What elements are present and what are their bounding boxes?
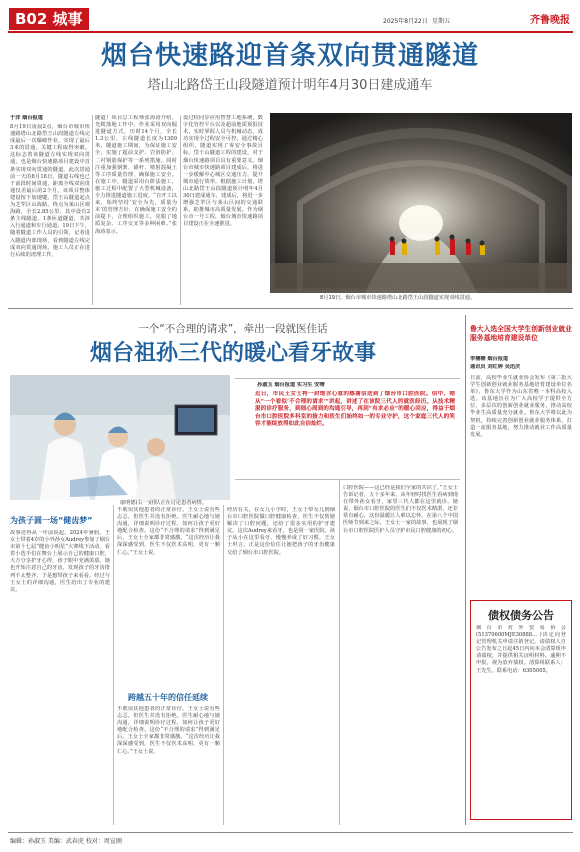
header-rule [8,31,573,33]
tunnel-photo [270,113,572,293]
column-divider [92,115,93,305]
notice-box [470,600,572,820]
newspaper-logo: 齐鲁晚报 [530,15,570,26]
story2-subhead-1: 为孩子圆一场“健齿梦” [10,516,93,525]
story2-column-2b: 不耽误其他患者的正常诊疗。王女士说有些忐忑，但医生并没有拒绝。医生耐心地与她沟通，详细说明诊疗过程，如何让孩子更好地配合检查。这份“不合理的请求”得到满足后，王女士全家都非常感激。“这次经历让我深深感受到，医生不仅医术高明，更有一颗仁心。”王女士说。 [117,706,220,755]
story2-column-1: 故事还得从一年前说起。2024年暑假，王女士带着4岁的小外孙女Audrey参加了烟台市第十七届“健齿小明星”大赛线下活动。看着小选手们在舞台上展示自己的健康口腔，大方分享护牙心得，孩子眼中充满羡慕。她也开始注意自己的牙齿，发现孩子的牙齿排列不太整齐，于是想带孩子来看看。经过与王女士的详细沟通，医生给出了专业的建议。 [10,530,110,593]
column-divider [180,115,181,305]
column-divider [223,505,224,825]
story2-column-3: 经历有关。在女儿小学时，王女士带女儿到烟台市口腔医院做口腔健康检查，医生不仅帮她解决了口腔问题，还给了很多实用的护牙建议。这次Audrey来看牙，也是同一家医院。孩子从小在这里看牙，慢慢养成了好习惯。王女士坦言，正是这份信任让她把孩子的牙齿健康交给了烟台市口腔医院。 [227,507,335,556]
story1-subtitle: 塔山北路岱王山段隧道预计明年4月30日建成通车 [147,78,433,93]
story2-kicker: 一个“不合理的请求”，牵出一段就医佳话 [138,323,328,335]
issue-date: 2025年8月22日 [383,18,428,25]
doctors-photo [10,375,230,500]
column-divider [113,505,114,825]
sidebar1-title: 鲁大入选全国大学生创新创业就业服务基地培育建设单位 [470,325,572,342]
story1-photo-caption: 8月19日，烟台市城市快速路塔山北路岱王山段隧道实现双线贯通。 [320,295,476,301]
sidebar1-body: 日前，高校毕业生就业协会发布《第二批大学生创新创业就业服务基地培育建设单位名单》，鲁东大学作为山东省唯一本科高校入选。该基地旨在为广大高校学子提供全方位、多层次的创新创业就业服务，推动高校毕业生高质量充分就业。鲁东大学将以此为契机，持续完善创新创业就业服务体系，打造一流服务基地，努力推动就业工作高质量发展。 [470,375,572,438]
notice-title: 债权债务公告 [488,609,554,622]
section-label: B02 城事 [9,8,89,30]
doctors-image [10,375,230,500]
tunnel-image [270,113,572,293]
story2-summary: 近日，市民王女士将一封饱含心意的感谢信送到了烟台市口腔医院。信中，她从“一个看似‘不合理的请求’”讲起，讲述了在该院三代人的就医经历。从技术精湛的诊疗服务，到细心周到的沟通引导，再到“有求必应”的暖心回应，得益于烟台市口腔医院多科室的接力和医生们始终如一的专业守护，这个家庭三代人的笑容才能绽放得如此自信灿烂。 [255,391,455,428]
column-divider [339,480,340,825]
section-divider [8,308,573,309]
footer-rule [8,832,573,833]
notice-body: 烟台市对外贸易协会(51370600MJE30888... )决定向登记管理机关申请注销登记。请债权人自公告发布之日起45日内向本会清算组申请债权，并提供相关证明材料。逾期不申报，视为放弃债权。清算组联系人：王先生，联系电话：6305005。 [476,625,566,674]
story2-column-2: 不耽误其他患者的正常诊疗。王女士说有些忐忑，但医生并没有拒绝。医生耐心地与她沟通，详细说明诊疗过程，如何让孩子更好地配合检查。这份“不合理的请求”得到满足后，王女士全家都非常感激。“这次经历让我深深感受到，医生不仅医术高明，更有一颗仁心。”王女士说。 [117,507,220,556]
sidebar1-byline-2: 通讯员 刘红婷 吴迅庆 [470,364,521,370]
story2-subhead-2: 跨越五十年的信任延续 [128,693,208,702]
story2-photo-caption: 康明德(右一)团队正在讨论患者病情。 [120,500,208,506]
sidebar1-byline-1: 李楠楠 烟台报道 [470,356,509,362]
story1-column-2: 隧道）项目总工程师张海涛介绍，光缆落地工作中，作业采用双向掘进隧道方式，历时14个月，全长1.3公里，左线隧道长度为1309米，隧道施工期间，为保证施工安全，实施了超前支护、岩溶防护、二衬钢筋保护等一系列措施。同时注重加强钢架、锚杆、喷射混凝土等工序质量管理，确保施工安全。在施工中，隧道采用台阶法施工，施工过程中配置了大型机械设备，全力推进隧道施工进度。“自开工以来，始终坚持‘安全为先，质量为本’的管理方针，在确保施工安全的前提下，合理组织施工，克服了地质复杂、工序交叉等多种困难。”张海涛表示。 [95,115,177,235]
story2-column-4: 口腔医院——这已经是我们全家的共识了。”王女士告诉记者，五十多年来，从年轻时找医生看病到现在带外孙女看牙，家里三代人都在这里就诊。她说，烟台市口腔医院的医生们不仅医术精湛，还非常有耐心，这份温暖让人难以忘怀。在第八个中国医师节到来之际，王女士一家的故事，也展现了烟台市口腔医院医护人员守护市民口腔健康的初心。 [343,485,458,534]
story2-title: 烟台祖孙三代的暖心看牙故事 [89,340,376,366]
story2-byline: 孙淑玉 烟台报道 实习生 安晴 [257,382,325,388]
footer-editors: 编辑：孙淑玉 美编：武春虎 校对：周宣刚 [10,838,122,845]
sidebar-divider [465,315,466,825]
story1-byline: 于洋 烟台报道 [10,115,43,121]
story1-column-1: 8月19日凌晨2点，烟台市城市快速路塔山北路岱王山段隧道左线完成最后一次爆破作业，实现了最后3米的贯通，关键工程取得突破。这标志着该隧道左线实现双向贯通，也是烟台快速路项目建设中首条实现双向贯通的隧道。此次贯通前一天的8月18日，隧道右线也已于前段时间贯通，距离全线双向贯通仅差最后的2个月，该项目整体建设按下加速键。岱王山隧道起点为芝罘区山海路，终点为莱山区观海路，全长2.85公里，其中设有2条主线隧道、1条匝道隧道，共涉入行通道和车行通道。19日下午，随着隧道工作人员的引领，记者进入隧道内部现场，看到隧道左线完成双向贯通现场，施工人员正在进行后续的清理工作。 [10,124,90,258]
story1-column-3: 设过程同步应用智慧工地系统，数字化管控平台以及超前地质预报技术，实时掌握人员与机械动态，成功实现全过程安全可控。通过精心组织，隧道实现了零安全事故目标。岱王山隧道工程的建设，对于烟台快速路项目具有重要意义。烟台市城市快速路项目建成后，将进一步缓解中心城区交通压力，提升城市通行效率。根据施工计划，塔山北路岱王山段隧道预计明年4月30日建成通车，建成后，将进一步增强芝罘区与莱山区间的交通联系，助推城市高质量发展。作为烟台市一号工程，烟台城市快速路项目建设正在全速推进。 [183,115,263,228]
issue-weekday: 星期五 [432,18,451,25]
story2-summary-box [235,378,460,480]
story1-title: 烟台快速路迎首条双向贯通隧道 [100,41,479,71]
